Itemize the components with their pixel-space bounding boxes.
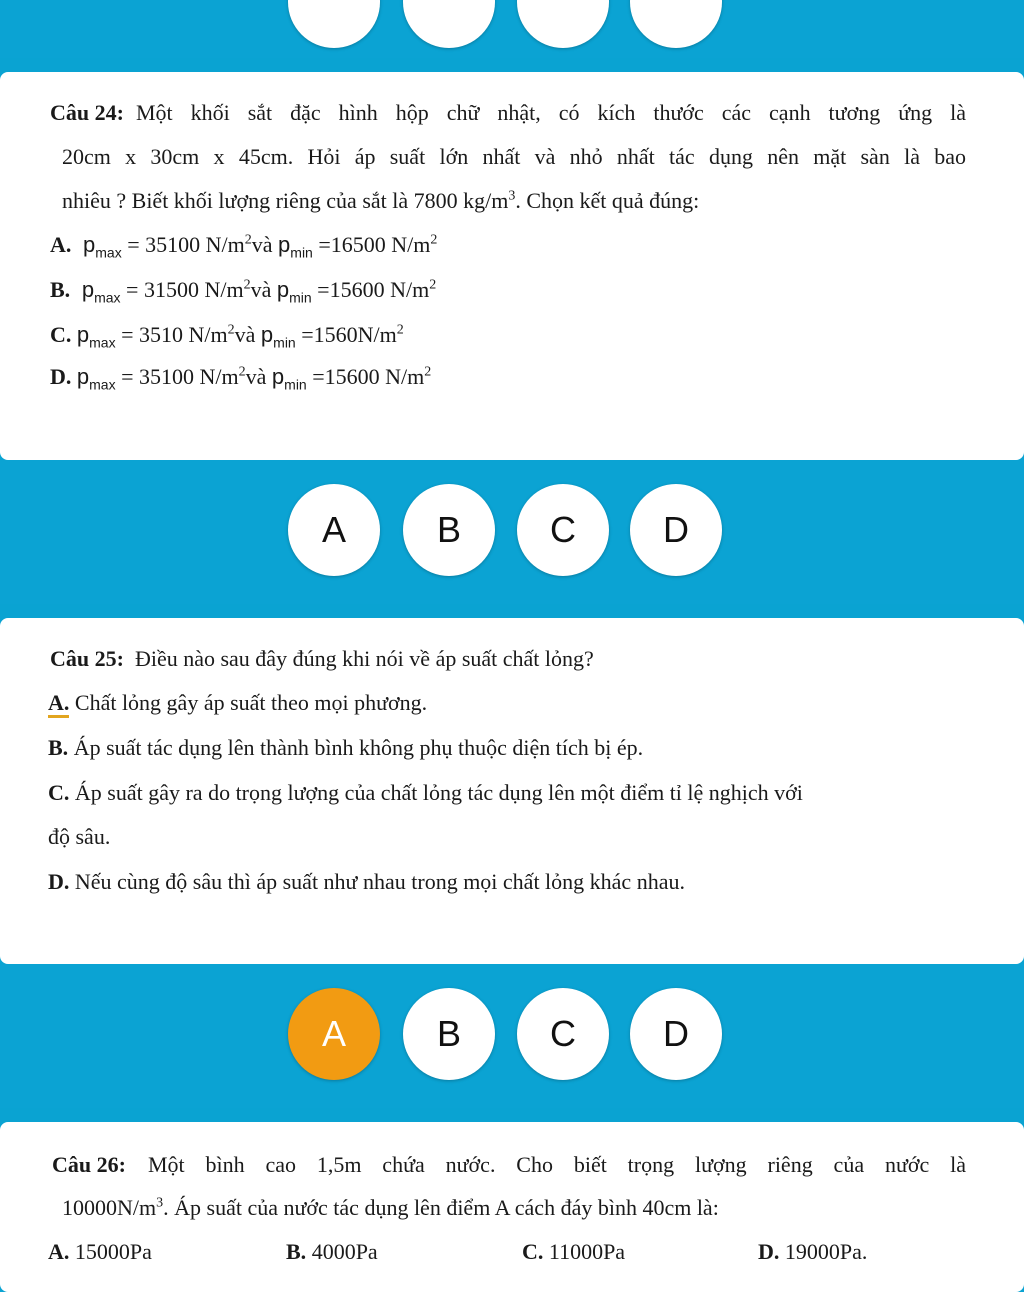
option-letter: D. — [50, 364, 72, 389]
option-text: Nếu cùng độ sâu thì áp suất như nhau trong mọi chất lỏng khác nhau. — [74, 869, 685, 894]
option-letter: C. — [522, 1239, 544, 1264]
option-text: 4000Pa — [311, 1239, 378, 1264]
option-letter: C. — [50, 322, 72, 347]
option-c[interactable] — [522, 1239, 625, 1265]
option-text: Áp suất gây ra do trọng lượng của chất lỏng tác dụng lên một điểm tỉ lệ nghịch với — [74, 780, 803, 805]
question-text: . Áp suất của nước tác dụng lên điểm A cách đáy bình 40cm là: — [163, 1195, 719, 1220]
option-letter: D. — [758, 1239, 780, 1264]
option-b[interactable]: B. $p_{max} = 31500$ $N/m^2và$ $p_{min} =15600$ $N/m^2$ — [50, 277, 437, 306]
question-text: 10000N/m — [62, 1195, 157, 1220]
question-label: Câu 24: — [50, 100, 124, 125]
q24-line1 — [50, 100, 966, 126]
question-text: . Chọn kết quả đúng: — [515, 188, 700, 213]
option-a[interactable]: A. $p_{max} = 35100$ $N/m^2và$ $p_{min} =16500$ $N/m^2$ — [50, 232, 438, 261]
exponent: 3 — [156, 1195, 164, 1211]
option-letter: D. — [48, 869, 70, 894]
answer-button-b[interactable]: B — [403, 988, 495, 1080]
option-d[interactable] — [48, 869, 685, 895]
option-letter: B. — [48, 735, 69, 760]
option-letter: B. — [50, 277, 71, 302]
question-text: Một khối sắt đặc hình hộp chữ nhật, có kích thước các cạnh tương ứng là — [135, 100, 966, 125]
answer-band — [0, 460, 1024, 604]
option-c[interactable]: C. $p_{max} = 3510$ $N/m^2và$ $p_{min} =1560N/m^2$ — [50, 322, 404, 351]
answer-button-d[interactable]: D — [630, 988, 722, 1080]
question-text: Điều nào sau đây đúng khi nói về áp suất chất lỏng? — [134, 646, 594, 671]
option-letter: A. — [50, 232, 72, 257]
option-text: Chất lỏng gây áp suất theo mọi phương. — [74, 690, 428, 715]
q25-line1 — [50, 646, 594, 672]
option-c[interactable] — [48, 780, 803, 806]
q24-line2: 20cm x 30cm x 45cm. Hỏi áp suất lớn nhất và nhỏ nhất tác dụng nên mặt sàn là bao — [62, 144, 966, 169]
question-label: Câu 26: — [52, 1152, 126, 1177]
answer-button-d[interactable]: D — [630, 484, 722, 576]
option-letter: B. — [286, 1239, 307, 1264]
q26-line2 — [62, 1195, 719, 1221]
question-card-24 — [0, 72, 1024, 460]
option-text: 11000Pa — [548, 1239, 626, 1264]
option-a[interactable] — [48, 690, 427, 716]
question-label: Câu 25: — [50, 646, 124, 671]
option-d[interactable]: D. $p_{max} = 35100$ $N/m^2và$ $p_{min} =15600$ $N/m^2$ — [50, 364, 432, 393]
q26-line1 — [52, 1152, 966, 1178]
option-text: Áp suất tác dụng lên thành bình không phụ thuộc diện tích bị ép. — [73, 735, 644, 760]
answer-button-b[interactable]: B — [403, 484, 495, 576]
question-text: nhiêu ? Biết khối lượng riêng của sắt là 7800 kg/m — [62, 188, 509, 213]
option-b[interactable] — [286, 1239, 378, 1265]
option-letter: A. — [48, 1239, 70, 1264]
option-text: 15000Pa — [74, 1239, 152, 1264]
answer-band-top — [0, 0, 1024, 58]
option-letter: C. — [48, 780, 70, 805]
question-text: Một bình cao 1,5m chứa nước. Cho biết trọng lượng riêng của nước là — [147, 1152, 966, 1177]
option-b[interactable] — [48, 735, 643, 761]
answer-button-a-selected[interactable]: A — [288, 988, 380, 1080]
answer-button-a[interactable]: A — [288, 484, 380, 576]
option-c-continued: độ sâu. — [48, 824, 111, 849]
option-a[interactable] — [48, 1239, 152, 1265]
option-letter: A. — [48, 690, 69, 718]
option-text: 19000Pa. — [784, 1239, 868, 1264]
question-card-25 — [0, 618, 1024, 964]
exponent: 3 — [508, 188, 516, 204]
q24-line3 — [62, 188, 699, 214]
answer-button-c[interactable]: C — [517, 484, 609, 576]
question-card-26 — [0, 1122, 1024, 1292]
answer-button-c[interactable]: C — [517, 988, 609, 1080]
option-d[interactable] — [758, 1239, 867, 1265]
answer-band — [0, 964, 1024, 1108]
